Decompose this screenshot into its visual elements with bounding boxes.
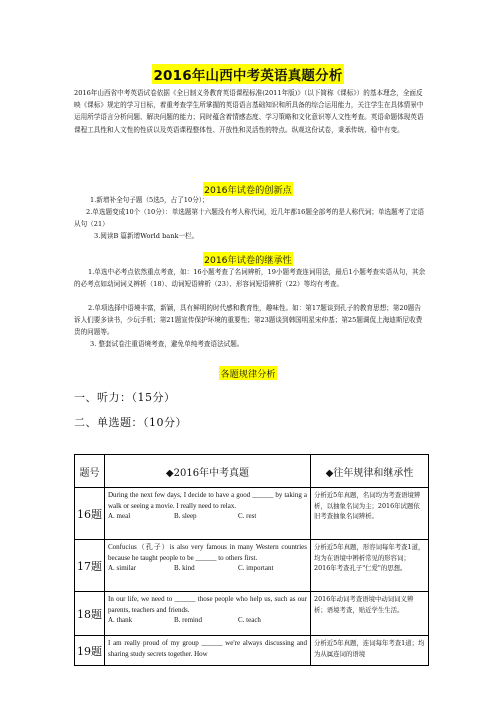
question-options — [108, 511, 307, 522]
question-cell — [105, 540, 311, 592]
question-number: 17题 — [75, 540, 105, 592]
option-a: A. similar — [108, 564, 136, 573]
analysis-cell: 分析近5年真题，名词均为考查语境辨析，以抽象名词为主；2016年试题依旧考查抽象名词辨析。 — [311, 488, 429, 540]
option-b: B. kind — [174, 564, 195, 573]
option-a: A. thank — [108, 616, 133, 625]
header-number: 题号 — [75, 455, 105, 488]
option-c: C. important — [238, 564, 274, 573]
table-header-row — [75, 455, 429, 488]
intro-paragraph: 2016年山西省中考英语试卷依据《全日制义务教育英语课程标准(2011年版)》（以下简称《课标》）的基本理念，全面反映《课标》规定的学习目标，着重考查学生所掌握的英语语言基础知识和所具备的综合运用能力，关注学生在具体情景中运用所学语言分析问题、解决问题的能力；同时蕴含着情感态度、学习策略和文化意识等人文性考查。英语命题体现英语课程工具性和人文性的性质以及英语课程整体性、开放性和灵活性的特点。纵观这份试卷，秉承传统、稳中有变。 — [74, 89, 424, 134]
section-analysis-title: 各题规律分析 — [219, 366, 276, 380]
section-inherit-title: 2016年试卷的继承性 — [203, 252, 293, 266]
inherit-item-1: 1.单选中必考点依然重点考查，如：16小题考查了名词辨析，19小题考查连词用法，最后1小题考查实语从句，其余的必考点如动词词义辨析（18）、动词短语辨析（23）、形容词短语辨析（22）等均有考查。 — [74, 268, 426, 289]
option-b: B. remind — [174, 616, 202, 625]
question-number: 19题 — [75, 636, 105, 666]
question-text: In our life, we need to ______ those people who help us, such as our parents, teachers and friends. — [108, 595, 307, 614]
table-row — [75, 488, 429, 540]
analysis-table — [74, 454, 429, 666]
option-b: B. sleep — [174, 512, 197, 521]
page-title-text: 2016年山西中考英语真题分析 — [152, 64, 343, 84]
listening-heading: 一、听力：（15分） — [74, 391, 176, 404]
single-choice-heading: 二、单选题：（10分） — [74, 416, 187, 429]
inherit-item-2: 2.单项选择中语境丰富，新颖，具有鲜明的时代感和教育性，趣味性。如：第17题谈到孔子的教育思想；第20题告诉人们要多读书，少玩手机；第21题宣传保护环境的重要性；第23题谈到韩国明星宋仲基；第25题调侃上海迪斯尼收费贵的问题等。 — [74, 304, 423, 337]
table-row — [75, 636, 429, 666]
option-c: C. teach — [238, 616, 261, 625]
analysis-cell: 分析近5年真题，形容词每年考查1道，均为在语境中辨析常见的形容词；2016年考查孔子"仁爱"的思想。 — [311, 540, 429, 592]
question-cell — [105, 636, 311, 666]
section-inherit-heading — [0, 248, 496, 267]
analysis-cell: 2016年动词考查语境中动词词义辨析；语境考查，贴近学生生活。 — [311, 592, 429, 636]
new-item-3: 3.阅读B 篇新增World bank一栏。 — [94, 232, 199, 240]
question-number: 16题 — [75, 488, 105, 540]
question-options — [108, 615, 307, 626]
option-a: A. meal — [108, 512, 131, 521]
inherit-item-3: 3. 整套试卷注重语境考查，避免单纯考查语法试题。 — [90, 340, 244, 348]
analysis-cell: 分析近5年真题，连词每年考查1道；均为从属连词的语境 — [311, 636, 429, 666]
question-cell — [105, 592, 311, 636]
question-text: During the next few days, I decide to have a good ______ by taking a walk or seeing a movie. I really need to relax. — [108, 491, 307, 510]
question-text: I am really proud of my group ______ we're always discussing and sharing study secrets together. How — [108, 639, 307, 658]
header-real-question: ◆2016年中考真题 — [105, 455, 311, 488]
section-analysis-heading — [0, 362, 496, 381]
header-analysis: ◆往年规律和继承性 — [311, 455, 429, 488]
table-row — [75, 540, 429, 592]
question-text: Confucius（孔子）is also very famous in many Western countries because he taught people to be ______ to others first. — [108, 543, 307, 562]
question-options — [108, 563, 307, 574]
question-cell — [105, 488, 311, 540]
section-new-title: 2016年试卷的创新点 — [203, 182, 293, 196]
option-c: C. rest — [238, 512, 257, 521]
table-row — [75, 592, 429, 636]
page-title — [0, 64, 496, 84]
new-item-1: 1.新增补全句子题（5选5，占了10分）； — [90, 196, 209, 204]
new-item-2: 2.单选题变成10个（10分）：单选题第十六题没有考人称代词，近几年都16题全部考的是人称代词；单选题考了定语从句（21） — [74, 208, 425, 229]
question-number: 18题 — [75, 592, 105, 636]
